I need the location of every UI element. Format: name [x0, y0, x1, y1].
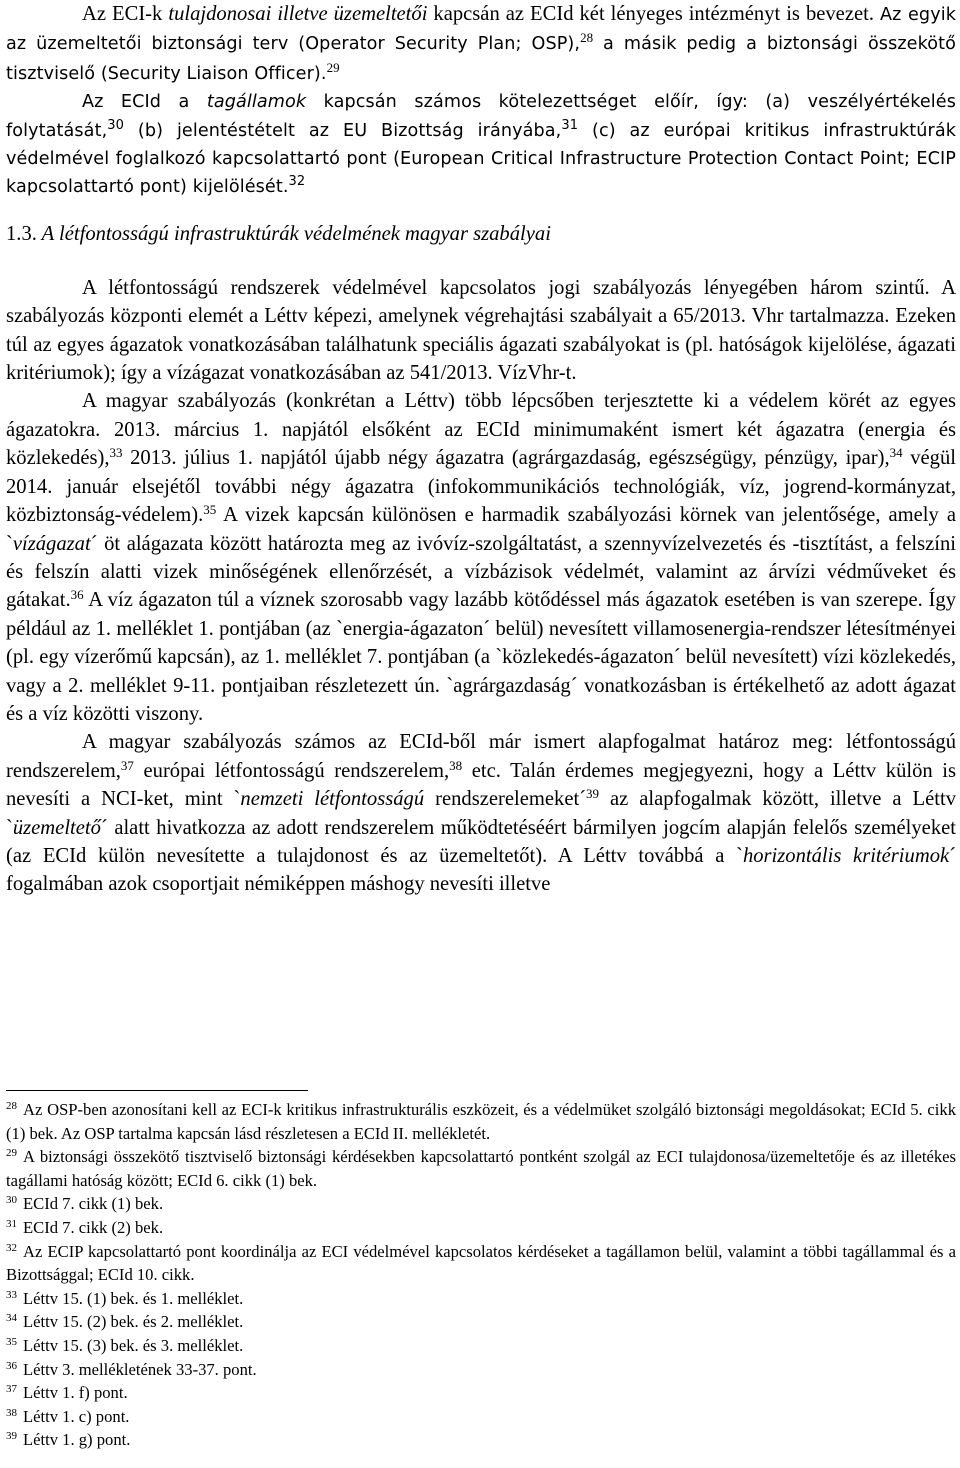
text-run: ´ fogalmában azok csoportjait némiképpen máshogy nevesíti illetve: [6, 844, 956, 896]
text-run: rendszerelemeket´: [424, 788, 587, 811]
text-run: 2013. július 1. napjától újabb négy ágazatra (agrárgazdaság, egészségügy, pénzügy, ipar),: [122, 447, 890, 470]
footnote-text: Léttv 1. c) pont.: [23, 1406, 130, 1426]
text-run: etc. Talán érdemes megjegyezni, hogy a Léttv külön is nevesíti a NCI-ket, mint `: [6, 759, 956, 811]
footnote-text: Léttv 15. (1) bek. és 1. melléklet.: [23, 1288, 244, 1308]
italic-run: horizontális kritériumok: [742, 844, 950, 867]
italic-run: tagállamok: [206, 92, 307, 113]
footnote-number: 30: [6, 1194, 17, 1207]
footnote-number: 28: [6, 1100, 17, 1112]
footnote-text: Az OSP-ben azonosítani kell az ECI-k kritikus infrastrukturális eszközeit, és a védelmüket szolgáló biztonsági megoldásokat; ECId 5. cikk (1) bek. Az OSP tartalma kapcsán lásd részletesen a ECId II. mellékletét.: [6, 1100, 956, 1143]
footnote-separator: [6, 1090, 308, 1091]
paragraph-eci-owners: [6, 0, 956, 88]
footnote-number: 36: [6, 1359, 17, 1372]
footnotes: [6, 1098, 956, 1452]
text-run: Az egyik az üzemeltetői biztonsági terv (Operator Security Plan; OSP),: [6, 5, 956, 55]
paragraph-member-states: [6, 88, 956, 202]
footnote-number: 39: [6, 1430, 17, 1443]
footnote-text: ECId 7. cikk (1) bek.: [23, 1194, 164, 1214]
text-run: A magyar szabályozás számos az ECId-ből már ismert alapfogalmat határoz meg: létfontosságú rendszerelem,: [6, 731, 956, 782]
text-run: (c) az európai kritikus infrastruktúrák védelmével foglalkozó kapcsolattartó pont (European Critical Infrastructure Protection Contact Point; ECIP kapcsolattartó pont) kijelölését.: [6, 120, 956, 198]
footnote-number: 34: [6, 1312, 17, 1325]
text-run: a másik pedig a biztonsági összekötő tisztviselő (Security Liaison Officer).: [6, 34, 956, 84]
footnote-ref-36[interactable]: 36: [70, 587, 84, 603]
text-run: ´ öt alágazata között határozta meg az ivóvíz-szolgáltatást, a szennyvízelvezetés és -tisztítást, a felszíni és felszín alatti vizek minőségének ellenőrzését, a vízbázisok védelmét, valamint az árvízi védműveket és gátakat.: [6, 532, 956, 612]
footnote-item: [6, 1216, 956, 1240]
footnote-text: Léttv 1. g) pont.: [23, 1430, 131, 1450]
footnote-text: Léttv 15. (2) bek. és 2. melléklet.: [23, 1312, 244, 1332]
text-run: A vizek kapcsán különösen e harmadik szabályozási körnek van jelentősége, amely a `: [6, 504, 956, 555]
section-title: A létfontosságú infrastruktúrák védelmének magyar szabályai: [36, 222, 551, 245]
footnote-number: 35: [6, 1335, 17, 1348]
footnote-ref-29[interactable]: 29: [326, 59, 340, 75]
footnote-number: 33: [6, 1288, 17, 1301]
text-run: kapcsán az ECId két lényeges intézményt is bevezet.: [427, 3, 880, 25]
text-run: kapcsán számos kötelezettséget előír, így: (a) veszélyértékelés folytatását,: [6, 92, 956, 141]
footnote-item: [6, 1192, 956, 1216]
text-run: Az ECI-k: [82, 3, 169, 25]
footnote-ref-28[interactable]: 28: [580, 30, 594, 46]
text-run: Az ECId a: [82, 92, 207, 113]
footnote-number: 38: [6, 1406, 17, 1419]
footnote-item: [6, 1098, 956, 1145]
text-run: A magyar szabályozás (konkrétan a Léttv) több lépcsőben terjesztette ki a védelem körét az egyes ágazatokra. 2013. március 1. napjától elsőként az ECId minimumaként ismert két ágazatra (energia és közlekedés),: [6, 390, 956, 470]
footnote-number: 29: [6, 1147, 17, 1160]
italic-run: üzemeltető: [12, 816, 101, 839]
footnote-ref-31[interactable]: 31: [561, 117, 579, 133]
document-page: [6, 0, 956, 899]
section-number: 1.3.: [6, 222, 37, 245]
footnote-item: [6, 1310, 956, 1334]
section-heading: [6, 220, 956, 248]
footnote-text: A biztonsági összekötő tisztviselő biztonsági kérdésekben kapcsolattartó pontként szolgál az ECI tulajdonosa/üzemeltetője és az illetékes tagállami hatóság között; ECId 6. cikk (1) bek.: [6, 1147, 956, 1190]
footnote-ref-32[interactable]: 32: [288, 174, 306, 190]
footnote-item: [6, 1358, 956, 1382]
footnote-ref-30[interactable]: 30: [107, 117, 125, 133]
footnote-text: ECId 7. cikk (2) bek.: [23, 1217, 164, 1237]
footnote-number: 37: [6, 1383, 17, 1396]
footnote-ref-39[interactable]: 39: [586, 786, 600, 802]
footnote-ref-33[interactable]: 33: [109, 445, 123, 461]
italic-run: vízágazat: [12, 532, 91, 555]
italic-run: tulajdonosai illetve üzemeltetői: [168, 3, 428, 25]
footnote-item: [6, 1334, 956, 1358]
text-run: végül 2014. január elsejétől további négy ágazatra (infokommunikációs technológiák, víz, jogrend-kormányzat, közbiztonság-védelem).: [6, 447, 956, 527]
footnote-number: 32: [6, 1241, 17, 1254]
footnote-item: [6, 1405, 956, 1429]
footnote-ref-35[interactable]: 35: [203, 502, 217, 518]
footnote-text: Léttv 3. mellékletének 33-37. pont.: [23, 1359, 257, 1379]
text-run: A víz ágazaton túl a víznek szorosabb vagy lazább kötődéssel más ágazatok esetében is van szerepe. Így például az 1. melléklet 1. pontjában (az `energia-ágazaton´ belül) nevesített villamosenergia-rendszer létesítményei (pl. egy vízerőmű kapcsán), az 1. melléklet 7. pontjában (a `közlekedés-ágazaton´ belül nevesített) vízi közlekedés, vagy a 2. melléklet 9-11. pontjaiban részletezett ún. `agrárgazdaság´ vonatkozásban is értékelhető az adott ágazat és a víz közötti viszony.: [6, 589, 956, 725]
footnote-item: [6, 1287, 956, 1311]
italic-run: nemzeti létfontosságú: [240, 788, 425, 811]
footnote-ref-34[interactable]: 34: [889, 445, 903, 461]
footnote-text: Az ECIP kapcsolattartó pont koordinálja az ECI védelmével kapcsolatos kérdéseket a tagállamon belül, valamint a többi tagállammal és a Bizottsággal; ECId 10. cikk.: [6, 1241, 956, 1285]
text-run: ´ alatt hivatkozza az adott rendszerelem működtetéséért bármilyen jogcím alapján felelős személyeket (az ECId külön nevesítette a tulajdonost és az üzemeltetőt). A Léttv továbbá a `: [6, 816, 956, 867]
text-run: (b) jelentéstételt az EU Bizottság irányába,: [124, 120, 562, 141]
footnote-item: [6, 1145, 956, 1192]
text-run: európai létfontosságú rendszerelem,: [133, 759, 450, 782]
footnote-ref-38[interactable]: 38: [449, 757, 463, 773]
document-body: [6, 0, 956, 899]
footnote-ref-37[interactable]: 37: [120, 757, 134, 773]
text-run: az alapfogalmak között, illetve a Léttv `: [6, 788, 956, 839]
footnote-item: [6, 1428, 956, 1452]
footnote-text: Léttv 15. (3) bek. és 3. melléklet.: [23, 1335, 244, 1355]
footnote-item: [6, 1240, 956, 1287]
paragraph-three-levels: A létfontosságú rendszerek védelmével kapcsolatos jogi szabályozás lényegében három szintű. A szabályozás központi elemét a Léttv képezi, amelynek végrehajtási szabályait a 65/2013. Vhr tartalmazza. Ezeken túl az egyes ágazatok vonatkozásában találhatunk speciális ágazati szabályokat is (pl. hatóságok kijelölése, ágazati kritériumok); így a vízágazat vonatkozásában az 541/2013. VízVhr-t.: [6, 276, 956, 385]
footnote-text: Léttv 1. f) pont.: [23, 1383, 128, 1403]
paragraph-concepts: [6, 728, 956, 898]
footnote-item: [6, 1381, 956, 1405]
paragraph-sectors: [6, 387, 956, 728]
footnote-number: 31: [6, 1217, 17, 1230]
